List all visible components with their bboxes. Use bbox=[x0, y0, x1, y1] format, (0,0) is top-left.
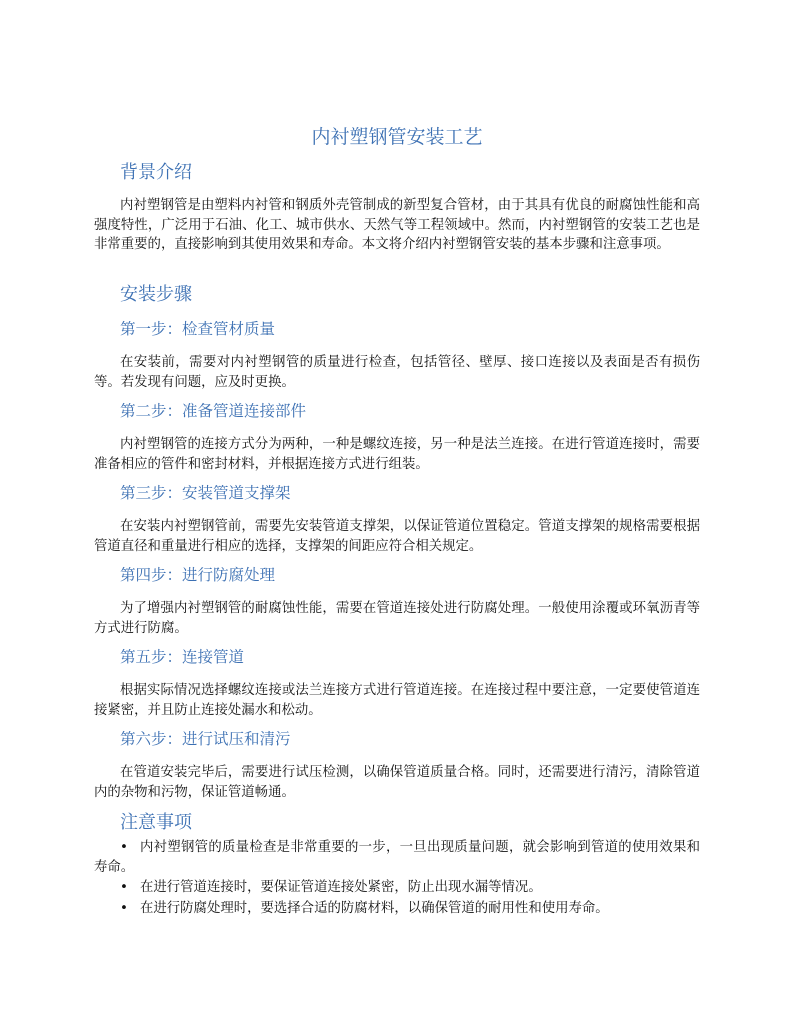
step-1-paragraph: 在安装前，需要对内衬塑钢管的质量进行检查，包括管径、壁厚、接口连接以及表面是否有损伤等。若发现有问题，应及时更换。 bbox=[94, 355, 700, 390]
step-2-paragraph: 内衬塑钢管的连接方式分为两种，一种是螺纹连接，另一种是法兰连接。在进行管道连接时，需要准备相应的管件和密封材料，并根据连接方式进行组装。 bbox=[94, 437, 700, 472]
bullet-icon: • bbox=[120, 840, 128, 855]
section-heading-notes: 注意事项 bbox=[120, 812, 192, 833]
step-4-paragraph: 为了增强内衬塑钢管的耐腐蚀性能，需要在管道连接处进行防腐处理。一般使用涂覆或环氧沥青等方式进行防腐。 bbox=[94, 601, 700, 636]
document-title: 内衬塑钢管安装工艺 bbox=[311, 126, 483, 148]
note-3-text: 在进行防腐处理时，要选择合适的防腐材料，以确保管道的耐用性和使用寿命。 bbox=[140, 900, 609, 916]
step-3-paragraph: 在安装内衬塑钢管前，需要先安装管道支撑架，以保证管道位置稳定。管道支撑架的规格需要根据管道直径和重量进行相应的选择，支撑架的间距应符合相关规定。 bbox=[94, 519, 700, 554]
section-heading-background: 背景介绍 bbox=[120, 162, 192, 183]
background-paragraph: 内衬塑钢管是由塑料内衬管和钢质外壳管制成的新型复合管材，由于其具有优良的耐腐蚀性能和高强度特性，广泛用于石油、化工、城市供水、天然气等工程领域中。然而，内衬塑钢管的安装工艺也是非常重要的，直接影响到其使用效果和寿命。本文将介绍内衬塑钢管安装的基本步骤和注意事项。 bbox=[94, 198, 700, 253]
step-1-title: 第一步：检查管材质量 bbox=[120, 320, 276, 338]
bullet-icon: • bbox=[120, 880, 128, 896]
step-5-paragraph: 根据实际情况选择螺纹连接或法兰连接方式进行管道连接。在连接过程中要注意，一定要使管道连接紧密，并且防止连接处漏水和松动。 bbox=[94, 683, 700, 718]
step-4-title: 第四步：进行防腐处理 bbox=[120, 566, 276, 584]
step-6-paragraph: 在管道安装完毕后，需要进行试压检测，以确保管道质量合格。同时，还需要进行清污，清除管道内的杂物和污物，保证管道畅通。 bbox=[94, 765, 700, 800]
step-5-title: 第五步：连接管道 bbox=[120, 648, 245, 666]
list-item bbox=[94, 878, 700, 898]
note-2-text: 在进行管道连接时，要保证管道连接处紧密，防止出现水漏等情况。 bbox=[140, 880, 542, 896]
section-heading-steps: 安装步骤 bbox=[120, 284, 192, 305]
list-item bbox=[94, 838, 700, 877]
list-item bbox=[94, 899, 700, 919]
note-1-text: 内衬塑钢管的质量检查是非常重要的一步，一旦出现质量问题，就会影响到管道的使用效果和寿命。 bbox=[94, 840, 700, 875]
step-6-title: 第六步：进行试压和清污 bbox=[120, 730, 291, 748]
step-2-title: 第二步：准备管道连接部件 bbox=[120, 402, 307, 420]
notes-list bbox=[94, 838, 700, 919]
step-3-title: 第三步：安装管道支撑架 bbox=[120, 484, 291, 502]
bullet-icon: • bbox=[120, 900, 128, 916]
